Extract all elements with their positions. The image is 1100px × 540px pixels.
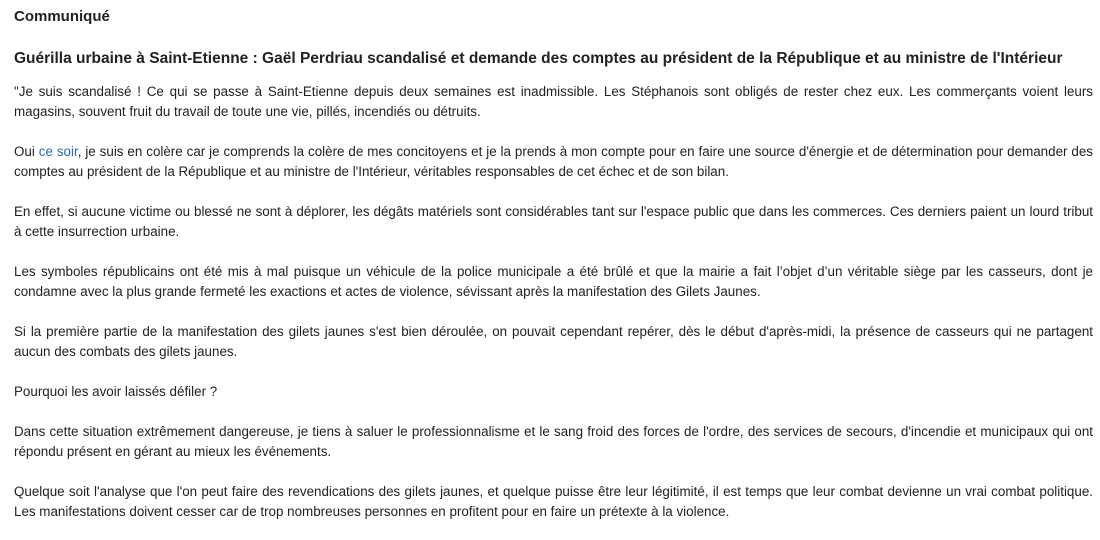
- headline: Guérilla urbaine à Saint-Etienne : Gaël Perdriau scandalisé et demande des comptes au président de la République et au ministre de l'Intérieur: [14, 50, 1063, 67]
- paragraph-2-rest: , je suis en colère car je comprends la colère de mes concitoyens et je la prends à mon compte pour en faire une source d'énergie et de détermination pour demander des comptes au président de la République et au ministre de l'Intérieur, véritables responsables de cet échec et de son bilan.: [14, 144, 1094, 179]
- article-body: [14, 82, 1093, 522]
- paragraph-4: Les symboles républicains ont été mis à mal puisque un véhicule de la police municipale a été brûlé et que la mairie a fait l’objet d’un véritable siège par les casseurs, dont je condamne avec la plus grande fermeté les exactions et actes de violence, sévissant après la manifestation des Gilets Jaunes.: [14, 264, 1093, 299]
- paragraph-5: Si la première partie de la manifestation des gilets jaunes s'est bien déroulée, on pouvait cependant repérer, dès le début d'après-midi, la présence de casseurs qui ne partagent aucun des combats des gilets jaunes.: [14, 324, 1093, 359]
- paragraph-7: Dans cette situation extrêmement dangereuse, je tiens à saluer le professionnalisme et le sang froid des forces de l'ordre, des services de secours, d'incendie et municipaux qui ont répondu présent en gérant au mieux les événements.: [14, 424, 1093, 459]
- paragraph-6: Pourquoi les avoir laissés défiler ?: [14, 384, 218, 399]
- paragraph-2: [14, 142, 1093, 182]
- ce-soir-link[interactable]: ce soir: [38, 144, 78, 159]
- paragraph-2-start: Oui: [14, 144, 39, 159]
- paragraph-8: Quelque soit l'analyse que l'on peut faire des revendications des gilets jaunes, et quelque puisse être leur légitimité, il est temps que leur combat devienne un vrai combat politique. Les manifestations doivent cesser car de trop nombreuses personnes en profitent pour en faire un prétexte à la violence.: [14, 484, 1093, 519]
- paragraph-3: En effet, si aucune victime ou blessé ne sont à déplorer, les dégâts matériels sont considérables tant sur l'espace public que dans les commerces. Ces derniers paient un lourd tribut à cette insurrection urbaine.: [14, 204, 1093, 239]
- paragraph-1: "Je suis scandalisé ! Ce qui se passe à Saint-Etienne depuis deux semaines est inadmissible. Les Stéphanois sont obligés de rester chez eux. Les commerçants voient leurs magasins, souvent fruit du travail de toute une vie, pillés, incendiés ou détruits.: [14, 84, 1093, 119]
- section-label: Communiqué: [14, 8, 110, 25]
